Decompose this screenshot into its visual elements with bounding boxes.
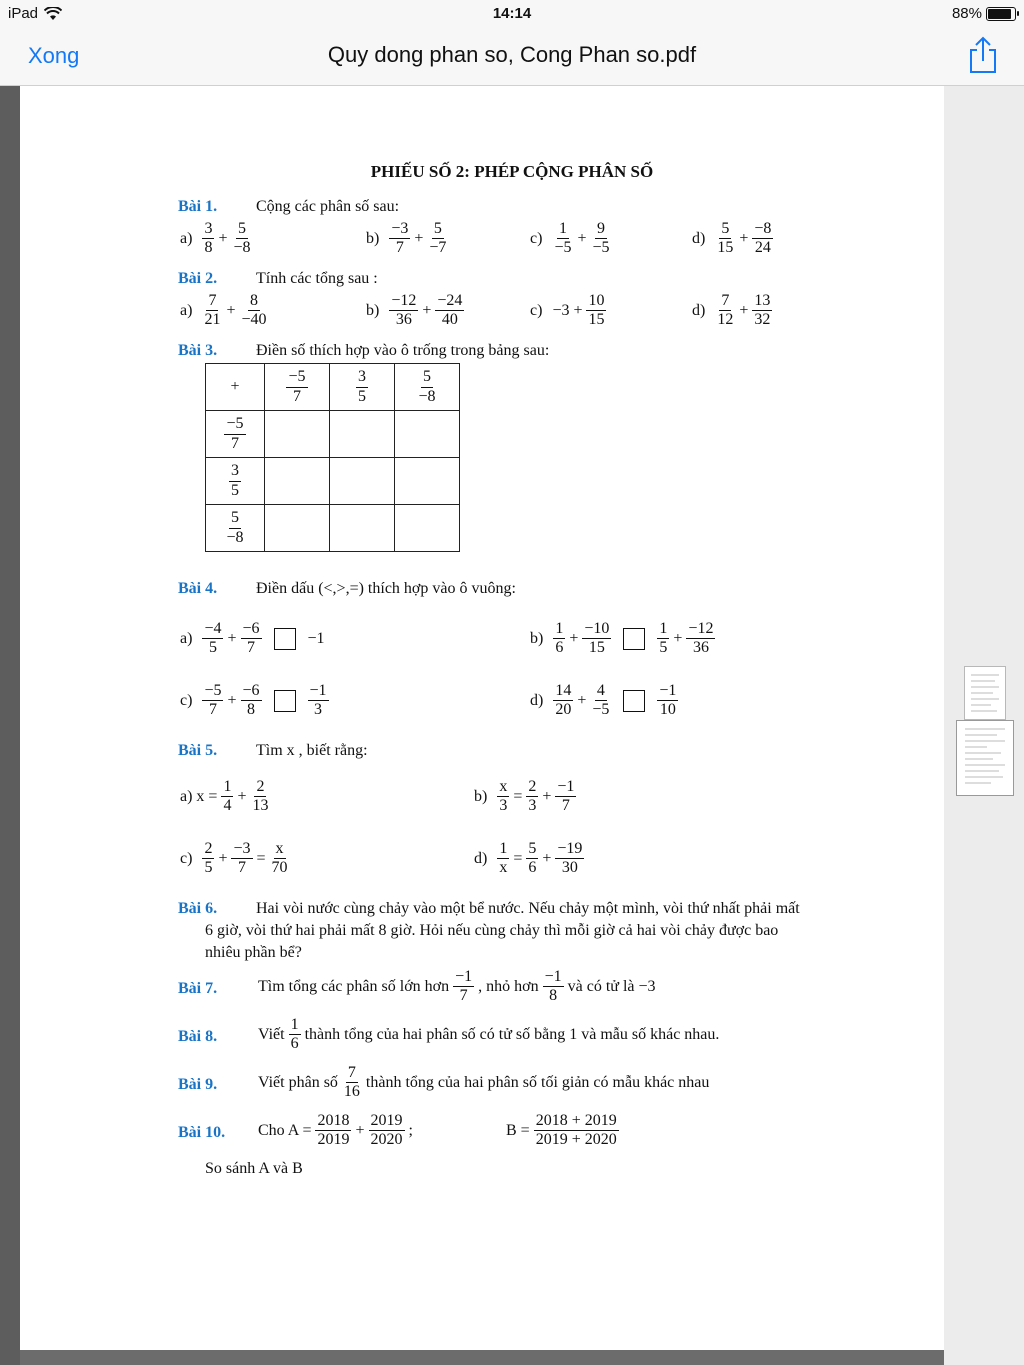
plus-sign: + <box>422 301 432 319</box>
fraction <box>231 840 252 878</box>
fraction <box>591 220 612 258</box>
page-thumbnail-1[interactable] <box>964 666 1006 720</box>
denominator: 3 <box>314 701 323 719</box>
exercise-6-line-3: nhiêu phần bể? <box>205 944 302 961</box>
share-icon[interactable] <box>968 36 998 74</box>
table-empty-cell[interactable] <box>265 505 330 552</box>
denominator: 5 <box>204 859 213 877</box>
thumbnail-sidebar[interactable] <box>944 86 1024 1365</box>
table-row <box>206 458 460 505</box>
fraction <box>389 292 418 330</box>
fraction <box>286 368 307 406</box>
equals-sign: = <box>513 849 523 867</box>
item-tag: b) <box>366 301 380 319</box>
numerator: 3 <box>229 462 241 481</box>
semicolon: ; <box>408 1121 413 1139</box>
equals-sign: = <box>513 787 523 805</box>
denominator: 7 <box>293 387 301 405</box>
denominator: 3 <box>528 797 537 815</box>
table-empty-cell[interactable] <box>330 411 395 458</box>
numerator: 7 <box>719 292 731 311</box>
clock: 14:14 <box>492 5 532 22</box>
numerator: 5 <box>421 368 433 387</box>
fraction <box>453 968 474 1006</box>
plus-sign: + <box>230 378 240 395</box>
table-header-row <box>206 364 460 411</box>
item-tag: b) <box>366 229 380 247</box>
denominator: 8 <box>247 701 256 719</box>
denominator: 6 <box>555 639 564 657</box>
equals-sign: = <box>256 849 266 867</box>
denominator: 70 <box>271 859 288 877</box>
viewer-bottom-margin <box>20 1350 944 1365</box>
numerator: −19 <box>555 840 584 859</box>
exercise-10-line-2: So sánh A và B <box>205 1160 303 1177</box>
plus-sign: + <box>414 229 424 247</box>
fraction <box>239 292 268 330</box>
numerator: x <box>274 840 286 859</box>
plus-sign: + <box>218 849 228 867</box>
item-tag: c) <box>530 301 543 319</box>
table-empty-cell[interactable] <box>395 505 460 552</box>
plus-sign: + <box>227 629 237 647</box>
battery-percent: 88% <box>951 5 982 22</box>
item-tag: b) <box>474 787 488 805</box>
denominator: 10 <box>659 701 676 719</box>
device-name: iPad <box>8 5 39 22</box>
numerator: 3 <box>356 368 368 387</box>
denominator: 5 <box>659 639 668 657</box>
denominator: 6 <box>528 859 537 877</box>
answer-box[interactable] <box>623 628 645 650</box>
fraction <box>497 840 509 878</box>
fraction <box>686 620 715 658</box>
fraction <box>715 220 735 258</box>
table-empty-cell[interactable] <box>330 505 395 552</box>
b4-item-d <box>528 682 680 720</box>
text: , nhỏ hơn <box>478 977 539 995</box>
b1-item-3 <box>690 220 775 258</box>
item-tag: d) <box>474 849 488 867</box>
b4-item-b <box>528 620 717 658</box>
denominator: 40 <box>441 311 458 329</box>
text: B = <box>506 1121 530 1139</box>
denominator: −5 <box>592 701 610 719</box>
denominator: 4 <box>223 797 232 815</box>
exercise-4-text: Điền dấu (<,>,=) thích hợp vào ô vuông: <box>256 580 516 597</box>
b2-item-2 <box>528 292 608 330</box>
numerator: −1 <box>543 968 564 987</box>
denominator: 16 <box>343 1083 360 1101</box>
numerator: 14 <box>553 682 573 701</box>
addition-table <box>205 363 460 552</box>
denominator: 7 <box>231 434 239 452</box>
numerator: 4 <box>595 682 607 701</box>
fraction <box>241 620 262 658</box>
fraction <box>435 292 464 330</box>
text: thành tổng của hai phân số tối giản có mẫu khác nhau <box>365 1073 710 1091</box>
fraction <box>590 682 611 720</box>
fraction <box>241 682 262 720</box>
fraction <box>231 220 252 258</box>
exercise-6-line-1: Hai vòi nước cùng chảy vào một bể nước. Nếu chảy một mình, vòi thứ nhất phải mất <box>256 900 800 917</box>
b2-item-3 <box>690 292 774 330</box>
denominator: −5 <box>592 239 610 257</box>
denominator: −40 <box>241 311 267 329</box>
denominator: 13 <box>252 797 269 815</box>
exercise-5-label: Bài 5. <box>178 742 218 759</box>
fraction <box>752 220 773 258</box>
fraction <box>526 840 538 878</box>
denominator: −8 <box>226 528 244 546</box>
table-column-header <box>265 364 330 411</box>
numerator: −6 <box>241 682 262 701</box>
numerator: 10 <box>586 292 606 311</box>
numerator: 1 <box>553 620 565 639</box>
numerator: −24 <box>435 292 464 311</box>
item-tag: d) <box>692 229 706 247</box>
numerator: 2019 <box>369 1112 405 1131</box>
denominator: x <box>499 859 508 877</box>
plus-sign: + <box>577 691 587 709</box>
exercise-6-label: Bài 6. <box>178 900 218 917</box>
denominator: 5 <box>231 481 239 499</box>
plus-sign: + <box>355 1121 365 1139</box>
exercise-5-text: Tìm x , biết rằng: <box>256 742 368 759</box>
fraction <box>342 1064 362 1102</box>
status-bar <box>0 0 1024 28</box>
b1-item-0 <box>178 220 255 258</box>
plus-sign: + <box>673 629 683 647</box>
plus-sign: + <box>542 849 552 867</box>
fraction <box>416 368 437 406</box>
fraction <box>657 620 669 658</box>
table-row-header <box>206 458 265 505</box>
b2-item-1 <box>364 292 466 330</box>
table-empty-cell[interactable] <box>265 458 330 505</box>
denominator: 3 <box>499 797 508 815</box>
numerator: −12 <box>389 292 418 311</box>
table-row <box>206 505 460 552</box>
text: Tìm tổng các phân số lớn hơn <box>258 977 450 995</box>
numerator: 7 <box>346 1064 358 1083</box>
plus-sign: + <box>569 629 579 647</box>
plus-sign: + <box>542 787 552 805</box>
b4-item-a <box>178 620 327 658</box>
b4-item-c <box>178 682 331 720</box>
fraction <box>250 778 270 816</box>
table-column-header <box>330 364 395 411</box>
denominator: 15 <box>588 639 605 657</box>
thumbnail-lines-icon <box>965 667 1005 719</box>
numerator: −1 <box>657 682 678 701</box>
plus-sign: + <box>739 229 749 247</box>
fraction <box>202 292 222 330</box>
fraction <box>202 220 214 258</box>
denominator: −8 <box>418 387 436 405</box>
fraction <box>369 1112 405 1150</box>
done-button[interactable]: Xong <box>28 43 80 68</box>
plus-sign: + <box>227 691 237 709</box>
text: Cho A = <box>258 1121 312 1139</box>
numerator: 2 <box>526 778 538 797</box>
b1-item-1 <box>364 220 450 258</box>
numerator: 8 <box>248 292 260 311</box>
numerator: 5 <box>526 840 538 859</box>
viewer-left-margin <box>0 86 20 1365</box>
table-empty-cell[interactable] <box>395 411 460 458</box>
plus-sign: + <box>739 301 749 319</box>
denominator: 2019 <box>317 1131 350 1149</box>
numerator: 5 <box>432 220 444 239</box>
fraction <box>427 220 448 258</box>
denominator: 7 <box>459 987 468 1005</box>
text: Viết <box>258 1025 285 1043</box>
denominator: 7 <box>247 639 256 657</box>
numerator: 2 <box>202 840 214 859</box>
numerator: 5 <box>229 509 241 528</box>
denominator: 30 <box>561 859 578 877</box>
denominator: 7 <box>395 239 404 257</box>
plus-sign: + <box>218 229 228 247</box>
b8-expression <box>256 1016 721 1054</box>
numerator: −3 <box>389 220 410 239</box>
numerator: −5 <box>202 682 223 701</box>
plus-sign: + <box>226 301 236 319</box>
table-corner-cell <box>206 364 265 411</box>
table-row-header <box>206 411 265 458</box>
fraction <box>526 778 538 816</box>
document-title: Quy dong phan so, Cong Phan so.pdf <box>327 42 697 67</box>
fraction <box>752 292 772 330</box>
b9-expression <box>256 1064 711 1102</box>
denominator: 2020 <box>370 1131 403 1149</box>
integer-term: −3 + <box>552 301 583 319</box>
plus-sign: + <box>577 229 587 247</box>
fraction <box>543 968 564 1006</box>
item-tag: c) <box>180 691 193 709</box>
numerator: −6 <box>241 620 262 639</box>
page-thumbnail-2-current[interactable] <box>956 720 1014 796</box>
exercise-3-text: Điền số thích hợp vào ô trống trong bảng sau: <box>256 342 550 359</box>
denominator: −5 <box>554 239 572 257</box>
fraction <box>315 1112 351 1150</box>
numerator: −12 <box>686 620 715 639</box>
exercise-1-text: Cộng các phân số sau: <box>256 198 400 215</box>
fraction <box>229 462 241 500</box>
thumbnail-lines-icon <box>957 721 1013 795</box>
numerator: −1 <box>453 968 474 987</box>
exercise-2-text: Tính các tổng sau : <box>256 270 378 287</box>
denominator: 20 <box>555 701 572 719</box>
denominator: 12 <box>717 311 734 329</box>
exercise-4-label: Bài 4. <box>178 580 218 597</box>
numerator: 7 <box>206 292 218 311</box>
denominator: 24 <box>754 239 771 257</box>
denominator: 7 <box>208 701 217 719</box>
answer-box[interactable] <box>274 628 296 650</box>
item-tag: a) <box>180 301 193 319</box>
exercise-6-line-2: 6 giờ, vòi thứ hai phải mất 8 giờ. Hỏi nếu cùng chảy thì mỗi giờ cả hai vòi chảy được bao <box>205 922 779 939</box>
fraction <box>553 620 565 658</box>
denominator: 15 <box>588 311 605 329</box>
denominator: 5 <box>358 387 366 405</box>
denominator: 2019 + 2020 <box>535 1131 617 1149</box>
b10-expression-a <box>256 1112 415 1150</box>
table-empty-cell[interactable] <box>395 458 460 505</box>
numerator: 13 <box>752 292 772 311</box>
text: và có tử là −3 <box>567 977 656 995</box>
exercise-10-label: Bài 10. <box>178 1124 226 1141</box>
b5-item-d <box>472 840 586 878</box>
b7-expression <box>256 968 658 1006</box>
fraction <box>553 682 573 720</box>
fraction <box>221 778 233 816</box>
denominator: 32 <box>754 311 771 329</box>
table-row <box>206 411 460 458</box>
numerator: −5 <box>224 415 245 434</box>
numerator: x <box>497 778 509 797</box>
fraction <box>224 509 245 547</box>
denominator: 15 <box>717 239 734 257</box>
numerator: 2018 <box>315 1112 351 1131</box>
denominator: 5 <box>208 639 217 657</box>
item-tag: c) <box>180 849 193 867</box>
fraction <box>582 620 611 658</box>
b5-item-a <box>178 778 272 816</box>
fraction <box>202 682 223 720</box>
numerator: −10 <box>582 620 611 639</box>
item-tag: d) <box>530 691 544 709</box>
answer-box[interactable] <box>623 690 645 712</box>
table-column-header <box>395 364 460 411</box>
table-empty-cell[interactable] <box>330 458 395 505</box>
fraction <box>555 840 584 878</box>
b2-item-0 <box>178 292 271 330</box>
numerator: 2018 + 2019 <box>534 1112 619 1131</box>
item-tag: d) <box>692 301 706 319</box>
fraction <box>715 292 735 330</box>
fraction <box>202 620 223 658</box>
denominator: 36 <box>395 311 412 329</box>
item-tag: a) <box>180 629 193 647</box>
fraction <box>270 840 290 878</box>
numerator: −1 <box>308 682 329 701</box>
exercise-3-label: Bài 3. <box>178 342 218 359</box>
nav-bar <box>0 28 1024 86</box>
numerator: 1 <box>557 220 569 239</box>
denominator: 36 <box>692 639 709 657</box>
fraction <box>586 292 606 330</box>
denominator: 7 <box>561 797 570 815</box>
pdf-page <box>20 86 944 1350</box>
text: Viết phân số <box>258 1073 338 1091</box>
denominator: 7 <box>237 859 246 877</box>
fraction <box>555 778 576 816</box>
fraction <box>657 682 678 720</box>
numerator: 1 <box>657 620 669 639</box>
text: thành tổng của hai phân số có tử số bằng 1 và mẫu số khác nhau. <box>304 1025 720 1043</box>
table-row-header <box>206 505 265 552</box>
numerator: 2 <box>254 778 266 797</box>
b10-expression-b <box>504 1112 621 1150</box>
exercise-1-label: Bài 1. <box>178 198 218 215</box>
exercise-8-label: Bài 8. <box>178 1028 218 1045</box>
worksheet-title: PHIẾU SỐ 2: PHÉP CỘNG PHÂN SỐ <box>370 162 654 181</box>
fraction <box>552 220 573 258</box>
numerator: −5 <box>286 368 307 387</box>
denominator: −8 <box>233 239 251 257</box>
denominator: 21 <box>204 311 221 329</box>
exercise-9-label: Bài 9. <box>178 1076 218 1093</box>
numerator: −4 <box>202 620 223 639</box>
fraction <box>224 415 245 453</box>
plus-sign: + <box>237 787 247 805</box>
numerator: 5 <box>719 220 731 239</box>
fraction <box>289 1016 301 1054</box>
numerator: 1 <box>221 778 233 797</box>
battery-icon <box>986 7 1016 21</box>
denominator: −7 <box>429 239 447 257</box>
exercise-2-label: Bài 2. <box>178 270 218 287</box>
denominator: 6 <box>290 1035 299 1053</box>
numerator: 5 <box>236 220 248 239</box>
exercise-7-label: Bài 7. <box>178 980 218 997</box>
item-tag: a) x = <box>180 787 218 805</box>
answer-box[interactable] <box>274 690 296 712</box>
item-tag: b) <box>530 629 544 647</box>
fraction <box>389 220 410 258</box>
denominator: 8 <box>549 987 558 1005</box>
b5-item-c <box>178 840 292 878</box>
numerator: 1 <box>289 1016 301 1035</box>
item-tag: c) <box>530 229 543 247</box>
numerator: −3 <box>231 840 252 859</box>
fraction <box>308 682 329 720</box>
numerator: 1 <box>497 840 509 859</box>
numerator: −8 <box>752 220 773 239</box>
fraction <box>202 840 214 878</box>
b5-item-b <box>472 778 578 816</box>
fraction <box>497 778 509 816</box>
numerator: 9 <box>595 220 607 239</box>
b1-item-2 <box>528 220 614 258</box>
denominator: 8 <box>204 239 213 257</box>
numerator: 3 <box>202 220 214 239</box>
numerator: −1 <box>555 778 576 797</box>
rhs-value: −1 <box>307 629 325 647</box>
item-tag: a) <box>180 229 193 247</box>
fraction <box>534 1112 619 1150</box>
fraction <box>356 368 368 406</box>
table-empty-cell[interactable] <box>265 411 330 458</box>
